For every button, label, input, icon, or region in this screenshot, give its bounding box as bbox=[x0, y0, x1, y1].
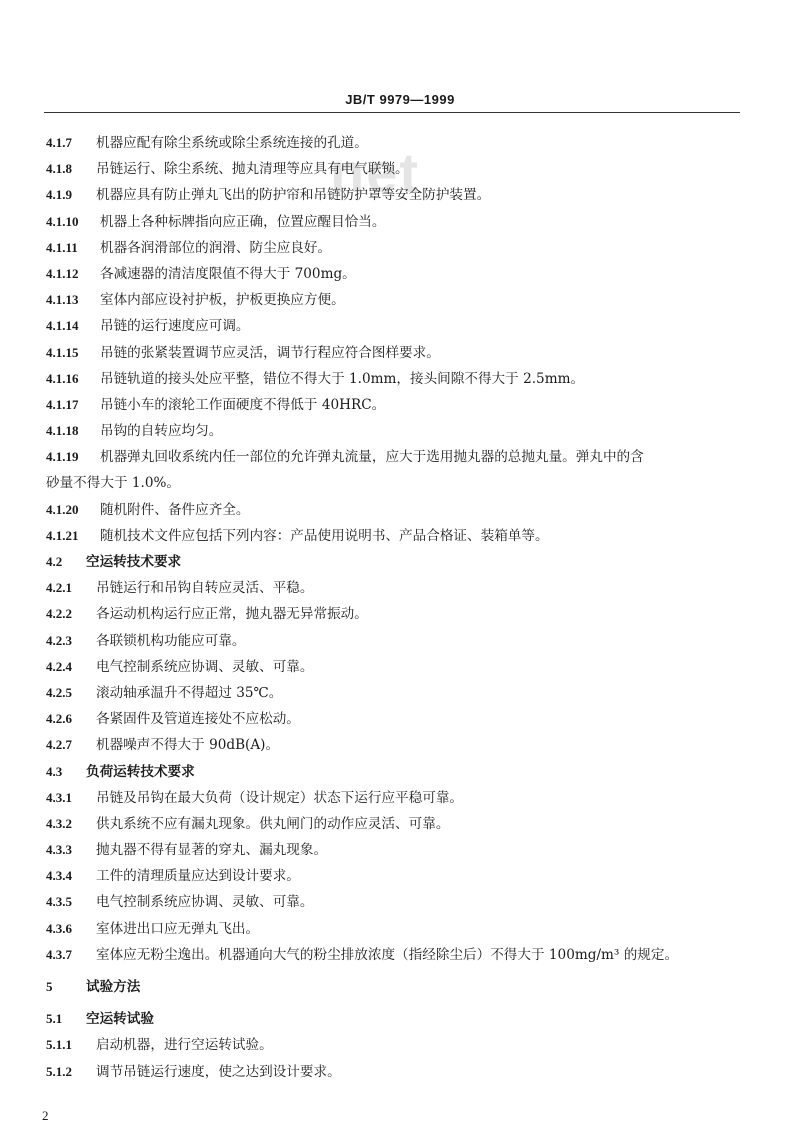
clause-number: 4.1.9 bbox=[46, 187, 72, 203]
clause-line bbox=[46, 732, 746, 758]
clause-number: 4.1.11 bbox=[46, 239, 78, 255]
clause-number: 4.1.10 bbox=[46, 213, 79, 229]
clause-text: 滚动轴承温升不得超过 35℃。 bbox=[96, 684, 283, 701]
clause-line bbox=[46, 340, 746, 366]
clause-text: 各联锁机构功能应可靠。 bbox=[96, 632, 246, 649]
clause-text: 工件的清理质量应达到设计要求。 bbox=[96, 868, 300, 885]
clause-line bbox=[46, 392, 746, 418]
clause-line bbox=[46, 497, 746, 523]
clause-text: 随机附件、备件应齐全。 bbox=[100, 501, 250, 518]
clause-number: 4.1.17 bbox=[46, 396, 79, 412]
clause-line bbox=[46, 444, 746, 470]
clause-line bbox=[46, 1032, 746, 1058]
clause-number: 4.3.4 bbox=[46, 868, 72, 884]
clause-number: 4.2.6 bbox=[46, 711, 72, 727]
clause-line bbox=[46, 366, 746, 392]
clause-number: 4.3.7 bbox=[46, 946, 72, 962]
clause-number: 4.1.19 bbox=[46, 449, 79, 465]
clause-line bbox=[46, 916, 746, 942]
clause-text: 试验方法 bbox=[86, 979, 141, 995]
clause-number: 4.3.6 bbox=[46, 920, 72, 936]
clause-line bbox=[46, 235, 746, 261]
clause-number: 4.1.13 bbox=[46, 292, 79, 308]
clause-text: 机器应具有防止弹丸飞出的防护帘和吊链防护罩等安全防护装置。 bbox=[96, 187, 491, 204]
clause-text: 吊链的运行速度应可调。 bbox=[100, 318, 250, 335]
clause-line bbox=[46, 287, 746, 313]
clause-number: 5.1 bbox=[46, 1011, 63, 1027]
clause-number: 4.1.14 bbox=[46, 318, 79, 334]
clause-number: 4.3.2 bbox=[46, 815, 72, 831]
clause-number: 4.3.1 bbox=[46, 789, 72, 805]
clause-text: 启动机器，进行空运转试验。 bbox=[96, 1037, 273, 1054]
clause-number: 4.1.8 bbox=[46, 161, 72, 177]
section-heading bbox=[46, 549, 746, 575]
clause-text: 吊链的张紧装置调节应灵活，调节行程应符合图样要求。 bbox=[100, 344, 440, 361]
clause-number: 4.3.5 bbox=[46, 894, 72, 910]
clause-text: 室体内部应设衬护板，护板更换应方便。 bbox=[100, 292, 345, 309]
clause-continuation bbox=[46, 470, 746, 496]
clause-number: 4.1.15 bbox=[46, 344, 79, 360]
clause-line bbox=[46, 209, 746, 235]
clause-number: 4.3.3 bbox=[46, 842, 72, 858]
clause-line bbox=[46, 523, 746, 549]
clause-text: 机器应配有除尘系统或除尘系统连接的孔道。 bbox=[96, 135, 368, 151]
clause-text: 室体进出口应无弹丸飞出。 bbox=[96, 920, 260, 937]
clause-line bbox=[46, 811, 746, 837]
clause-number: 4.2.5 bbox=[46, 684, 72, 700]
clause-line bbox=[46, 1059, 746, 1085]
standard-code-header: JB/T 9979—1999 bbox=[345, 92, 455, 107]
page-number: 2 bbox=[42, 1108, 49, 1123]
clause-line bbox=[46, 156, 746, 182]
clause-number: 4.2.3 bbox=[46, 632, 72, 648]
clause-line bbox=[46, 785, 746, 811]
clause-text: 砂量不得大于 1.0%。 bbox=[46, 475, 181, 492]
clause-text: 机器弹丸回收系统内任一部位的允许弹丸流量，应大于选用抛丸器的总抛丸量。弹丸中的含 bbox=[100, 449, 644, 466]
clause-number: 4.1.18 bbox=[46, 423, 79, 439]
clause-text: 随机技术文件应包括下列内容：产品使用说明书、产品合格证、装箱单等。 bbox=[100, 527, 549, 544]
clause-number: 4.1.21 bbox=[46, 527, 79, 543]
clause-line bbox=[46, 418, 746, 444]
clause-text: 各紧固件及管道连接处不应松动。 bbox=[96, 711, 300, 728]
clause-text: 各减速器的清洁度限值不得大于 700mg。 bbox=[100, 265, 356, 282]
clause-number: 4.1.7 bbox=[46, 135, 72, 150]
clause-text: 调节吊链运行速度，使之达到设计要求。 bbox=[96, 1063, 341, 1080]
clause-number: 4.1.16 bbox=[46, 370, 79, 386]
clause-number: 5 bbox=[46, 979, 53, 994]
clause-text: 电气控制系统应协调、灵敏、可靠。 bbox=[96, 658, 314, 675]
clause-text: 抛丸器不得有显著的穿丸、漏丸现象。 bbox=[96, 842, 328, 859]
clause-text: 吊链运行和吊钩自转应灵活、平稳。 bbox=[96, 580, 314, 597]
clause-text: 吊链及吊钩在最大负荷（设计规定）状态下运行应平稳可靠。 bbox=[96, 789, 464, 806]
clause-text: 吊链小车的滚轮工作面硬度不得低于 40HRC。 bbox=[100, 396, 386, 413]
clause-text: 机器上各种标牌指向应正确，位置应醒目恰当。 bbox=[100, 213, 386, 230]
clause-line bbox=[46, 654, 746, 680]
clause-line bbox=[46, 942, 746, 968]
clause-number: 4.2.7 bbox=[46, 737, 72, 753]
clause-text: 吊钩的自转应均匀。 bbox=[100, 423, 223, 440]
clause-number: 5.1.1 bbox=[46, 1037, 72, 1053]
clause-number: 4.2.4 bbox=[46, 658, 72, 674]
section-heading bbox=[46, 759, 746, 785]
clause-number: 5.1.2 bbox=[46, 1063, 72, 1079]
clause-line bbox=[46, 182, 746, 208]
clause-number: 4.2.2 bbox=[46, 606, 72, 622]
clause-text: 吊链运行、除尘系统、抛丸清理等应具有电气联锁。 bbox=[96, 161, 409, 178]
watermark: net bbox=[330, 141, 420, 204]
clause-line bbox=[46, 261, 746, 287]
clause-number: 4.2.1 bbox=[46, 580, 72, 596]
clause-line bbox=[46, 863, 746, 889]
clause-text: 各运动机构运行应正常，抛丸器无异常振动。 bbox=[96, 606, 368, 623]
clause-text: 负荷运转技术要求 bbox=[86, 763, 195, 780]
clause-line bbox=[46, 706, 746, 732]
clause-text: 电气控制系统应协调、灵敏、可靠。 bbox=[96, 894, 314, 911]
section-heading bbox=[46, 974, 746, 1000]
clause-text: 吊链轨道的接头处应平整，错位不得大于 1.0mm，接头间隙不得大于 2.5mm。 bbox=[100, 370, 585, 387]
clause-line bbox=[46, 130, 746, 156]
clause-number: 4.2 bbox=[46, 554, 63, 569]
clause-line bbox=[46, 575, 746, 601]
clause-number: 4.3 bbox=[46, 763, 63, 779]
clause-text: 供丸系统不应有漏丸现象。供丸闸门的动作应灵活、可靠。 bbox=[96, 815, 450, 832]
clause-text: 机器噪声不得大于 90dB(A)。 bbox=[96, 737, 280, 754]
clause-line bbox=[46, 889, 746, 915]
clause-text: 空运转试验 bbox=[86, 1011, 154, 1028]
clause-number: 4.1.12 bbox=[46, 265, 79, 281]
clause-text: 室体应无粉尘逸出。机器通向大气的粉尘排放浓度（指经除尘后）不得大于 100mg/m³ 的规定。 bbox=[96, 946, 679, 963]
clause-line bbox=[46, 628, 746, 654]
header-rule bbox=[44, 112, 740, 113]
clause-line bbox=[46, 601, 746, 627]
clause-text: 机器各润滑部位的润滑、防尘应良好。 bbox=[100, 239, 332, 256]
clause-line bbox=[46, 837, 746, 863]
clause-line bbox=[46, 680, 746, 706]
clause-number: 4.1.20 bbox=[46, 501, 79, 517]
clause-text: 空运转技术要求 bbox=[86, 554, 182, 570]
section-heading bbox=[46, 1006, 746, 1032]
document-body bbox=[46, 130, 746, 1085]
clause-line bbox=[46, 313, 746, 339]
